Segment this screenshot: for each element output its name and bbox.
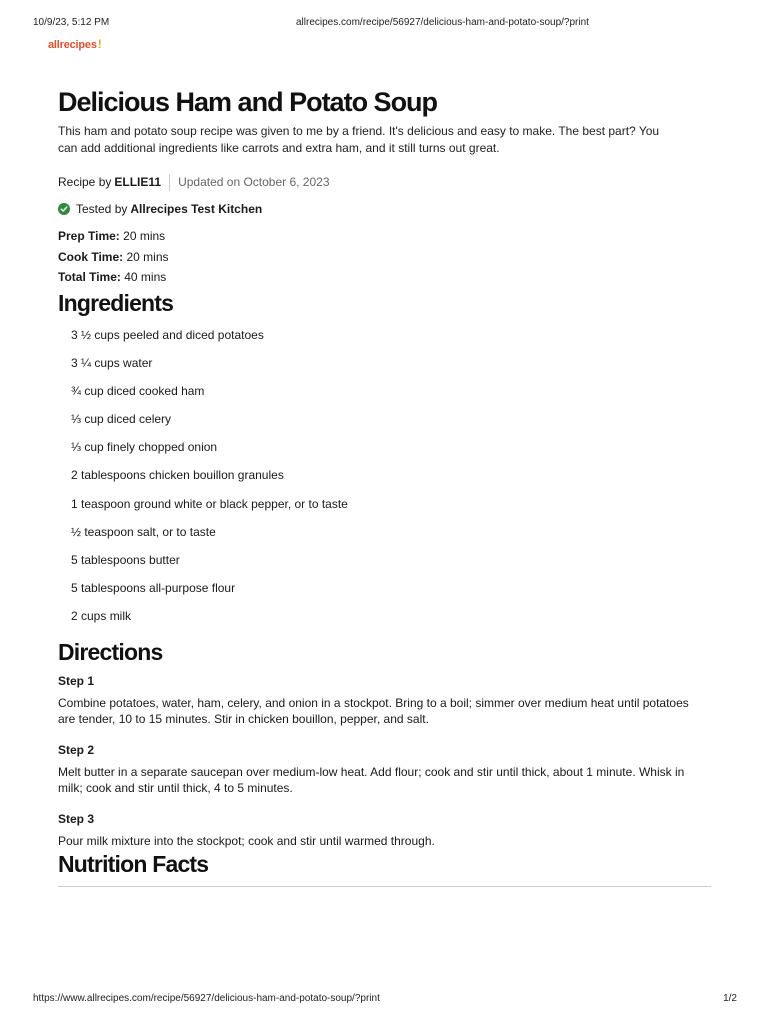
directions-heading: Directions — [58, 638, 163, 665]
recipe-times — [58, 226, 713, 288]
ingredient-item: ¾ cup diced cooked ham — [71, 383, 205, 398]
author-link[interactable]: ELLIE11 — [114, 175, 162, 189]
step-text: Pour milk mixture into the stockpot; cook and stir until warmed through. — [58, 833, 435, 848]
direction-step-2 — [58, 743, 713, 796]
print-header-url: allrecipes.com/recipe/56927/delicious-ham-and-potato-soup/?print — [296, 17, 589, 28]
ingredient-item: ⅓ cup finely chopped onion — [71, 440, 218, 455]
step-text: Combine potatoes, water, ham, celery, and onion in a stockpot. Bring to a boil; simmer over medium heat until potatoes are tender, 10 to 15 minutes. Stir in chicken bouillon, pepper, and salt. — [58, 695, 689, 726]
cook-time-value: 20 mins — [126, 249, 169, 264]
recipe-byline — [58, 173, 713, 191]
prep-time-label: Prep Time: — [58, 229, 120, 243]
prep-time-value: 20 mins — [123, 229, 166, 243]
step-label: Step 1 — [58, 673, 95, 688]
direction-step-1 — [58, 674, 713, 727]
print-header — [33, 17, 738, 31]
tested-badge — [58, 200, 713, 218]
total-time-value: 40 mins — [124, 270, 167, 284]
ingredient-item: 5 tablespoons butter — [71, 553, 180, 567]
tested-prefix: Tested by — [76, 202, 128, 216]
recipe-content — [58, 84, 713, 887]
ingredients-list — [71, 327, 713, 637]
page-number: 1/2 — [723, 993, 737, 1004]
ingredient-item: 2 cups milk — [71, 609, 132, 624]
ingredients-heading: Ingredients — [58, 289, 174, 316]
recipe-description: This ham and potato soup recipe was given to me by a friend. It's delicious and easy to make. The best part? You can add additional ingredients like carrots and extra ham, and it still turns out great. — [58, 124, 660, 155]
cook-time — [58, 247, 713, 268]
step-label: Step 2 — [58, 742, 95, 757]
logo-mark-icon: ! — [97, 37, 102, 51]
ingredient-item: 3 ½ cups peeled and diced potatoes — [71, 327, 264, 342]
updated-date: Updated on October 6, 2023 — [178, 175, 330, 189]
step-text: Melt butter in a separate saucepan over medium-low heat. Add flour; cook and stir until thick, about 1 minute. Whisk in milk; cook and stir until thick, 4 to 5 minutes. — [58, 764, 685, 795]
ingredient-item: 5 tablespoons all-purpose flour — [71, 581, 236, 596]
byline-prefix: Recipe by — [58, 175, 112, 189]
section-divider — [58, 886, 711, 887]
ingredient-item: 2 tablespoons chicken bouillon granules — [71, 468, 284, 483]
ingredient-item: 1 teaspoon ground white or black pepper, or to taste — [71, 496, 348, 511]
ingredient-item: ½ teaspoon salt, or to taste — [71, 524, 216, 539]
byline-divider — [169, 174, 170, 191]
tested-by-link[interactable]: Allrecipes Test Kitchen — [130, 202, 263, 216]
total-time — [58, 267, 713, 288]
recipe-title: Delicious Ham and Potato Soup — [58, 87, 438, 117]
logo-text: allrecipes — [48, 39, 97, 51]
nutrition-heading: Nutrition Facts — [58, 850, 209, 877]
allrecipes-logo[interactable] — [48, 37, 102, 51]
ingredient-item: 3 ¼ cups water — [71, 355, 153, 370]
print-footer — [33, 993, 737, 1007]
prep-time — [58, 226, 713, 247]
step-label: Step 3 — [58, 811, 95, 826]
direction-step-3 — [58, 812, 713, 849]
check-circle-icon — [58, 203, 70, 215]
ingredient-item: ⅓ cup diced celery — [71, 412, 172, 427]
print-datetime: 10/9/23, 5:12 PM — [33, 17, 110, 28]
print-footer-url: https://www.allrecipes.com/recipe/56927/delicious-ham-and-potato-soup/?print — [33, 993, 380, 1004]
total-time-label: Total Time: — [58, 270, 121, 284]
cook-time-label: Cook Time: — [58, 249, 124, 264]
